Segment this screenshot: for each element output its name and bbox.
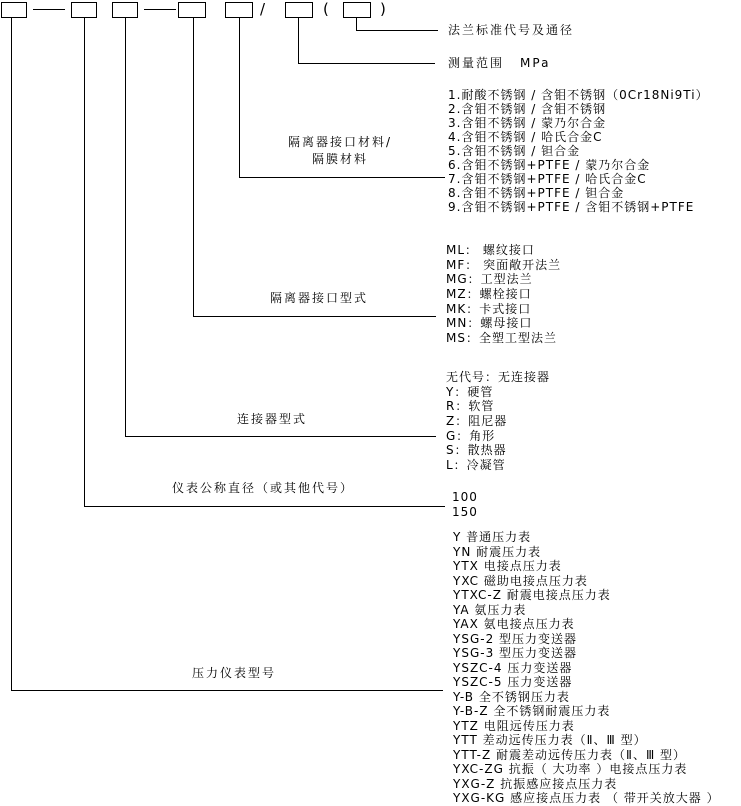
leader-diameter-vertical [84, 18, 85, 507]
leader-diameter-horizontal [84, 506, 445, 507]
list-item: YXC 磁助电接点压力表 [453, 573, 588, 588]
material-label-line2: 隔膜材料 [311, 152, 368, 166]
range-branch-label [448, 57, 550, 69]
flange-branch-label: 法兰标准代号及通径 [448, 23, 575, 37]
list-item: YSZC-4 压力变送器 [453, 660, 573, 675]
connector-branch-label: 连接器型式 [237, 412, 308, 426]
list-item: 150 [452, 505, 478, 519]
range-unit-text: MPa [520, 56, 551, 70]
list-item: S：散热器 [446, 443, 507, 458]
port-type-options-list [446, 243, 561, 346]
separator-dash-1 [33, 9, 65, 10]
list-item: L：冷凝管 [446, 458, 506, 473]
list-item: YXG-KG 感应接点压力表 （ 带开关放大器 ） [453, 791, 720, 805]
list-item: MG：工型法兰 [446, 272, 533, 287]
code-box-flange [343, 2, 371, 18]
list-item: G：角形 [446, 428, 496, 443]
list-item: Z：阻尼器 [446, 414, 508, 429]
separator-dash-2 [144, 9, 176, 10]
leader-model-vertical [11, 18, 12, 691]
list-item: MS：全塑工型法兰 [446, 331, 557, 346]
separator-slash-icon: / [260, 0, 266, 18]
list-item: 100 [452, 490, 478, 504]
list-item: MZ：螺栓接口 [446, 287, 532, 302]
list-item: YXC-ZG 抗振（ 大功率 ）电接点压力表 [453, 762, 688, 776]
list-item: YTT 差动远传压力表（Ⅱ、Ⅲ 型） [453, 733, 647, 747]
list-item: Y：硬管 [446, 384, 494, 399]
list-item: MN：螺母接口 [446, 316, 533, 331]
list-item: YTXC-Z 耐震电接点压力表 [453, 588, 611, 602]
list-item: YSG-3 型压力变送器 [453, 646, 578, 660]
leader-connector-vertical [125, 18, 126, 437]
model-options-list [453, 530, 720, 806]
list-item: 9.含钼不锈钢+PTFE / 含钼不锈钢+PTFE [448, 200, 695, 214]
list-item: YSG-2 型压力变送器 [453, 631, 578, 646]
leader-model-horizontal [11, 690, 443, 691]
open-paren-icon: ( [323, 0, 329, 18]
code-box-material [225, 2, 253, 18]
list-item: YA 氨压力表 [453, 602, 527, 617]
diameter-options-list [452, 490, 478, 520]
list-item: Y-B-Z 全不锈钢耐震压力表 [453, 704, 611, 718]
list-item: R：软管 [446, 399, 495, 414]
list-item: 5.含钼不锈钢 / 钽合金 [448, 144, 581, 158]
code-box-range [285, 2, 313, 18]
connector-options-list [446, 370, 550, 473]
close-paren-icon: ) [380, 0, 386, 18]
range-label-text: 测量范围 [448, 56, 505, 70]
material-options-list [448, 88, 709, 214]
list-item: Y 普通压力表 [453, 530, 532, 544]
list-item: YTZ 电阻远传压力表 [453, 718, 575, 733]
leader-material-vertical [239, 18, 240, 178]
material-branch-label [280, 134, 400, 168]
list-item: MK：卡式接口 [446, 301, 532, 316]
code-box-diameter [71, 2, 97, 18]
list-item: 4.含钼不锈钢 / 哈氏合金C [448, 130, 603, 144]
list-item: YSZC-5 压力变送器 [453, 675, 573, 689]
diameter-branch-label: 仪表公称直径（或其他代号） [172, 481, 355, 495]
code-box-connector [112, 2, 138, 18]
list-item: YTT-Z 耐震差动远传压力表（Ⅱ、Ⅲ 型） [453, 747, 687, 762]
list-item: 无代号：无连接器 [446, 370, 551, 384]
list-item: 8.含钼不锈钢+PTFE / 钽合金 [448, 186, 625, 200]
list-item: 2.含钼不锈钢 / 含钼不锈钢 [448, 102, 607, 116]
list-item: 3.含钼不锈钢 / 蒙乃尔合金 [448, 116, 607, 130]
leader-material-horizontal [239, 177, 445, 178]
model-branch-label: 压力仪表型号 [192, 666, 277, 680]
code-box-port-type [178, 2, 206, 18]
port-type-branch-label: 隔离器接口型式 [270, 291, 369, 305]
list-item: MF： 突面敞开法兰 [446, 257, 562, 272]
material-label-line1: 隔离器接口材料/ [287, 135, 393, 149]
list-item: YAX 氨电接点压力表 [453, 617, 575, 631]
leader-port-type-vertical [193, 18, 194, 317]
list-item: Y-B 全不锈钢压力表 [453, 689, 570, 704]
list-item: 1.耐酸不锈钢 / 含钼不锈钢（0Cr18Ni9Ti） [448, 88, 709, 102]
list-item: 6.含钼不锈钢+PTFE / 蒙乃尔合金 [448, 158, 651, 172]
list-item: YXG-Z 抗振感应接点压力表 [453, 776, 618, 791]
list-item: 7.含钼不锈钢+PTFE / 哈氏合金C [448, 172, 647, 186]
leader-range-vertical [298, 18, 299, 64]
list-item: YTX 电接点压力表 [453, 559, 562, 573]
leader-flange-horizontal [356, 30, 438, 31]
leader-port-type-horizontal [193, 316, 436, 317]
leader-range-horizontal [298, 63, 435, 64]
leader-connector-horizontal [125, 436, 436, 437]
list-item: ML： 螺纹接口 [446, 243, 535, 257]
list-item: YN 耐震压力表 [453, 544, 542, 559]
code-box-model [1, 2, 27, 18]
